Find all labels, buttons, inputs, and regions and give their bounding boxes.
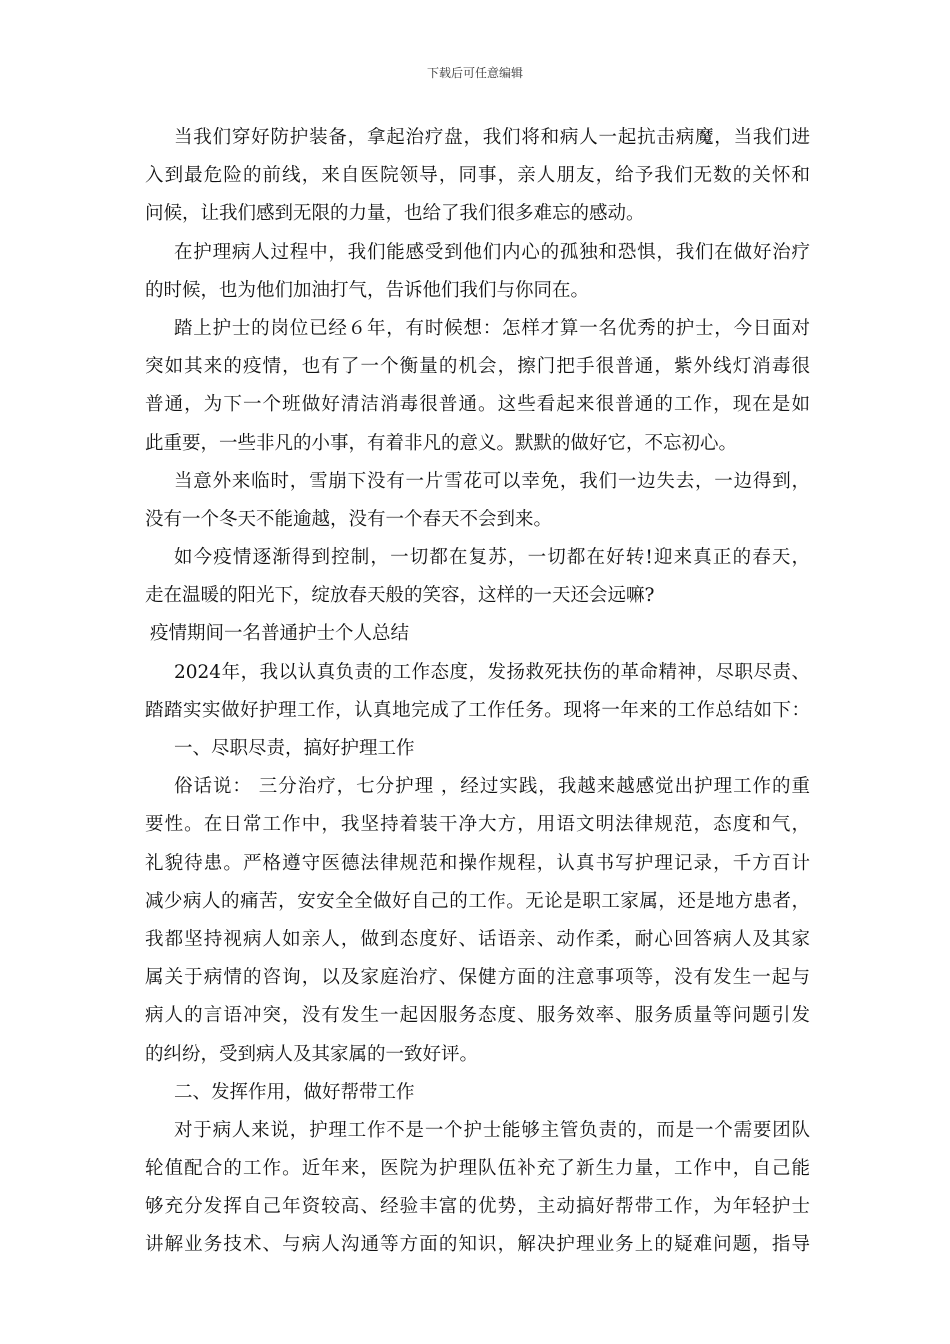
text-line: 够充分发挥自己年资较高、经验丰富的优势，主动搞好帮带工作，为年轻护士 — [145, 1196, 810, 1218]
text-line: 普通，为下一个班做好清洁消毒很普通。这些看起来很普通的工作，现在是如 — [145, 394, 810, 416]
section-heading: 二、发挥作用，做好帮带工作 — [174, 1081, 415, 1103]
text-line: 踏踏实实做好护理工作，认真地完成了工作任务。现将一年来的工作总结如下： — [145, 699, 810, 721]
text-line: 的纠纷，受到病人及其家属的一致好评。 — [145, 1043, 479, 1065]
text-line: 走在温暖的阳光下，绽放春天般的笑容，这样的一天还会远嘛? — [145, 585, 655, 607]
text-line: 此重要，一些非凡的小事，有着非凡的意义。默默的做好它，不忘初心。 — [145, 432, 738, 454]
text-line: 入到最危险的前线，来自医院领导，同事，亲人朋友，给予我们无数的关怀和 — [145, 165, 810, 187]
text-line: 礼貌待患。严格遵守医德法律规范和操作规程，认真书写护理记录，千方百计 — [145, 852, 810, 874]
text-line: 轮值配合的工作。近年来，医院为护理队伍补充了新生力量，工作中，自己能 — [145, 1158, 810, 1180]
text-line: 没有一个冬天不能逾越，没有一个春天不会到来。 — [145, 508, 553, 530]
text-line: 我都坚持视病人如亲人，做到态度好、话语亲、动作柔，耐心回答病人及其家 — [145, 928, 810, 950]
text-line: 踏上护士的岗位已经６年，有时候想：怎样才算一名优秀的护士，今日面对 — [174, 317, 810, 339]
page-header: 下载后可任意编辑 — [426, 66, 523, 80]
text-line: 属关于病情的咨询，以及家庭治疗、保健方面的注意事项等，没有发生一起与 — [145, 967, 810, 989]
text-line: 问候，让我们感到无限的力量，也给了我们很多难忘的感动。 — [145, 203, 645, 225]
text-line: 的时候，也为他们加油打气，告诉他们我们与你同在。 — [145, 279, 590, 301]
text-line: 2024年，我以认真负责的工作态度，发扬救死扶伤的革命精神，尽职尽责、 — [174, 661, 810, 683]
text-line: 当我们穿好防护装备，拿起治疗盘，我们将和病人一起抗击病魔，当我们进 — [174, 127, 810, 148]
text-line: 要性。在日常工作中，我坚持着装干净大方，用语文明法律规范，态度和气， — [145, 814, 810, 836]
text-line: 讲解业务技术、与病人沟通等方面的知识，解决护理业务上的疑难问题，指导 — [145, 1234, 810, 1256]
text-line: 在护理病人过程中，我们能感受到他们内心的孤独和恐惧，我们在做好治疗 — [174, 241, 810, 263]
text-line: 当意外来临时，雪崩下没有一片雪花可以幸免，我们一边失去，一边得到， — [174, 470, 810, 492]
section-heading: 一、尽职尽责，搞好护理工作 — [174, 738, 415, 759]
text-line: 减少病人的痛苦，安安全全做好自己的工作。无论是职工家属，还是地方患者， — [145, 890, 810, 912]
document-body — [145, 119, 810, 1265]
text-line: 如今疫情逐渐得到控制，一切都在复苏，一切都在好转!迎来真正的春天， — [174, 547, 810, 569]
text-line: 突如其来的疫情，也有了一个衡量的机会，擦门把手很普通，紫外线灯消毒很 — [145, 356, 810, 378]
text-line: 俗话说： 三分治疗，七分护理 ，经过实践，我越来越感觉出护理工作的重 — [174, 776, 810, 798]
text-line: 病人的言语冲突，没有发生一起因服务态度、服务效率、服务质量等问题引发 — [145, 1005, 810, 1027]
text-line: 对于病人来说，护理工作不是一个护士能够主管负责的，而是一个需要团队 — [174, 1119, 810, 1141]
section-title: 疫情期间一名普通护士个人总结 — [150, 623, 410, 645]
